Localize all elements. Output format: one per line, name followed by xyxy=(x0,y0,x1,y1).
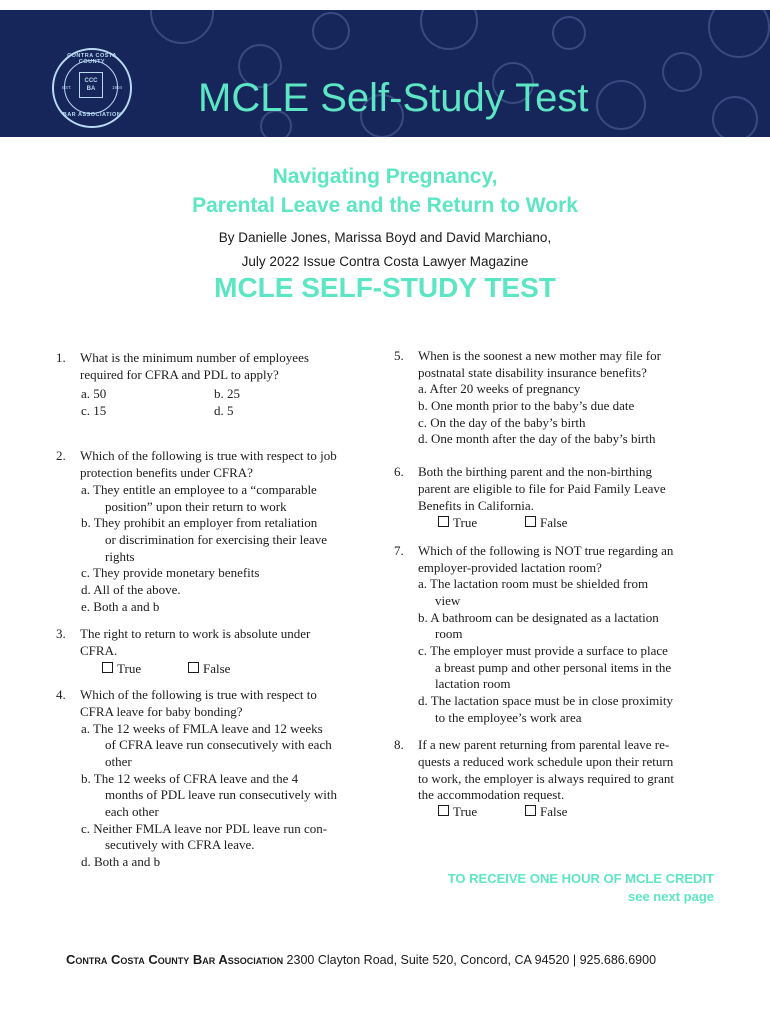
answer-option-continued: a breast pump and other personal items in the xyxy=(435,660,672,675)
decor-circle xyxy=(662,52,702,92)
answer-option-continued: to the employee’s work area xyxy=(435,710,582,725)
question-line: Which of the following is NOT true regarding an xyxy=(418,543,674,558)
answer-option: b. They prohibit an employer from retaliation xyxy=(81,515,318,530)
false-option[interactable] xyxy=(525,804,567,821)
question-line: Which of the following is true with respect to job xyxy=(80,448,337,463)
header-banner xyxy=(0,10,770,137)
true-option[interactable] xyxy=(438,804,477,821)
question-number: 6. xyxy=(394,464,404,479)
true-option[interactable] xyxy=(438,515,477,532)
seal-monogram xyxy=(79,72,103,98)
answer-option: a. The lactation room must be shielded from xyxy=(418,576,649,591)
article-title-line2: Parental Leave and the Return to Work xyxy=(192,194,578,217)
question-line: required for CFRA and PDL to apply? xyxy=(80,366,279,382)
footer xyxy=(66,952,656,967)
article-title xyxy=(0,162,770,220)
see-next-page-link[interactable]: see next page xyxy=(628,889,714,904)
bar-association-seal-logo xyxy=(52,48,132,128)
answer-option: c. On the day of the baby’s birth xyxy=(418,415,586,430)
test-heading: MCLE SELF-STUDY TEST xyxy=(214,272,556,303)
checkbox[interactable] xyxy=(438,805,449,816)
answer-option: a. The 12 weeks of FMLA leave and 12 weeks xyxy=(81,721,323,736)
answer-option: a. After 20 weeks of pregnancy xyxy=(418,381,581,396)
question-text xyxy=(418,348,661,382)
false-label: False xyxy=(540,804,568,819)
decor-circle xyxy=(312,12,350,50)
article-byline xyxy=(0,226,770,274)
answer-option: c. Neither FMLA leave nor PDL leave run con- xyxy=(81,821,328,836)
answer-option-continued: each other xyxy=(105,804,159,819)
answer-option: c. The employer must provide a surface to place xyxy=(418,643,668,658)
true-option[interactable] xyxy=(102,661,141,678)
question-line: the accommodation request. xyxy=(418,787,565,803)
question-text xyxy=(80,626,310,660)
answer-option: c. They provide monetary benefits xyxy=(81,565,260,580)
question-line: The right to return to work is absolute under xyxy=(80,626,311,641)
question-number: 7. xyxy=(394,543,404,558)
answer-option: b. 25 xyxy=(214,386,240,401)
checkbox[interactable] xyxy=(102,662,113,673)
checkbox[interactable] xyxy=(525,805,536,816)
answer-option-continued: view xyxy=(435,593,461,608)
credit-line: TO RECEIVE ONE HOUR OF MCLE CREDIT xyxy=(447,871,714,886)
question-line: employer-provided lactation room? xyxy=(418,559,602,575)
true-label: True xyxy=(453,804,478,819)
answer-option: a. 50 xyxy=(81,386,107,401)
question-line: to work, the employer is always required to grant xyxy=(418,770,674,786)
question-line: Benefits in California. xyxy=(418,497,534,513)
question-line: If a new parent returning from parental leave re- xyxy=(418,737,670,752)
seal-est: EST. xyxy=(62,85,72,90)
answer-option-continued: position” upon their return to work xyxy=(105,499,287,514)
question-line: quests a reduced work schedule upon their return xyxy=(418,753,674,769)
answer-option: d. 5 xyxy=(214,403,234,418)
seal-year: 1904 xyxy=(111,85,122,90)
answer-option: a. They entitle an employee to a “comparable xyxy=(81,482,317,497)
byline-issue: July 2022 Issue Contra Costa Lawyer Magazine xyxy=(241,254,529,269)
byline-authors: By Danielle Jones, Marissa Boyd and David Marchiano, xyxy=(218,230,552,245)
answer-option: d. One month after the day of the baby’s birth xyxy=(418,431,656,446)
question-line: What is the minimum number of employees xyxy=(80,350,309,365)
checkbox[interactable] xyxy=(525,516,536,527)
answer-option-continued: or discrimination for exercising their leave xyxy=(105,532,328,547)
decor-circle xyxy=(596,80,646,130)
false-option[interactable] xyxy=(525,515,567,532)
question-text xyxy=(80,687,317,721)
answer-option: d. All of the above. xyxy=(81,582,181,597)
question-text xyxy=(80,448,337,482)
decor-circle xyxy=(420,10,478,50)
answer-option: b. The 12 weeks of CFRA leave and the 4 xyxy=(81,771,299,786)
decor-circle xyxy=(150,10,214,44)
article-title-line1: Navigating Pregnancy, xyxy=(272,165,498,188)
question-number: 4. xyxy=(56,687,66,702)
question-line: CFRA leave for baby bonding? xyxy=(80,703,243,719)
answer-option: b. One month prior to the baby’s due date xyxy=(418,398,635,413)
answer-option-continued: months of PDL leave run consecutively with xyxy=(105,787,338,802)
question-line: parent are eligible to file for Paid Family Leave xyxy=(418,480,666,496)
answer-option-continued: secutively with CFRA leave. xyxy=(105,837,255,852)
question-text xyxy=(80,350,309,384)
question-number: 1. xyxy=(56,350,66,365)
question-number: 2. xyxy=(56,448,66,463)
answer-option-continued: room xyxy=(435,626,463,641)
question-line: Which of the following is true with respect to xyxy=(80,687,317,702)
question-text xyxy=(418,737,674,804)
answer-option-continued: lactation room xyxy=(435,676,511,691)
question-text xyxy=(418,543,673,577)
false-option[interactable] xyxy=(188,661,230,678)
checkbox[interactable] xyxy=(438,516,449,527)
seal-bottom-text: BAR ASSOCIATION xyxy=(62,112,122,118)
question-line: Both the birthing parent and the non-birthing xyxy=(418,464,652,479)
question-line: When is the soonest a new mother may file for xyxy=(418,348,661,363)
mcle-credit-note xyxy=(448,870,714,906)
false-label: False xyxy=(540,515,568,530)
answer-option-continued: other xyxy=(105,754,132,769)
answer-option-continued: of CFRA leave run consecutively with each xyxy=(105,737,332,752)
answer-option: b. A bathroom can be designated as a lactation xyxy=(418,610,659,625)
question-line: postnatal state disability insurance benefits? xyxy=(418,364,647,380)
decor-circle xyxy=(712,96,758,137)
answer-option: d. Both a and b xyxy=(81,854,161,869)
decor-circle xyxy=(552,16,586,50)
question-line: protection benefits under CFRA? xyxy=(80,464,253,480)
true-label: True xyxy=(453,515,478,530)
question-number: 5. xyxy=(394,348,404,363)
seal-monogram-line2: BA xyxy=(86,86,96,92)
question-text xyxy=(418,464,666,514)
question-line: CFRA. xyxy=(80,642,118,658)
seal-monogram-line1: CCC xyxy=(84,78,98,84)
question-number: 3. xyxy=(56,626,66,641)
checkbox[interactable] xyxy=(188,662,199,673)
false-label: False xyxy=(203,661,231,676)
footer-org: Contra Costa County Bar Association xyxy=(66,952,284,967)
true-label: True xyxy=(117,661,142,676)
answer-option: d. The lactation space must be in close proximity xyxy=(418,693,674,708)
question-number: 8. xyxy=(394,737,404,752)
decor-circle xyxy=(708,10,770,58)
answer-option: c. 15 xyxy=(81,403,107,418)
answer-option: e. Both a and b xyxy=(81,599,160,614)
seal-top-text: CONTRA COSTA COUNTY xyxy=(67,53,117,65)
banner-title: MCLE Self-Study Test xyxy=(198,76,589,120)
answer-option-continued: rights xyxy=(105,549,135,564)
footer-address: 2300 Clayton Road, Suite 520, Concord, CA 94520 | 925.686.6900 xyxy=(283,953,657,967)
